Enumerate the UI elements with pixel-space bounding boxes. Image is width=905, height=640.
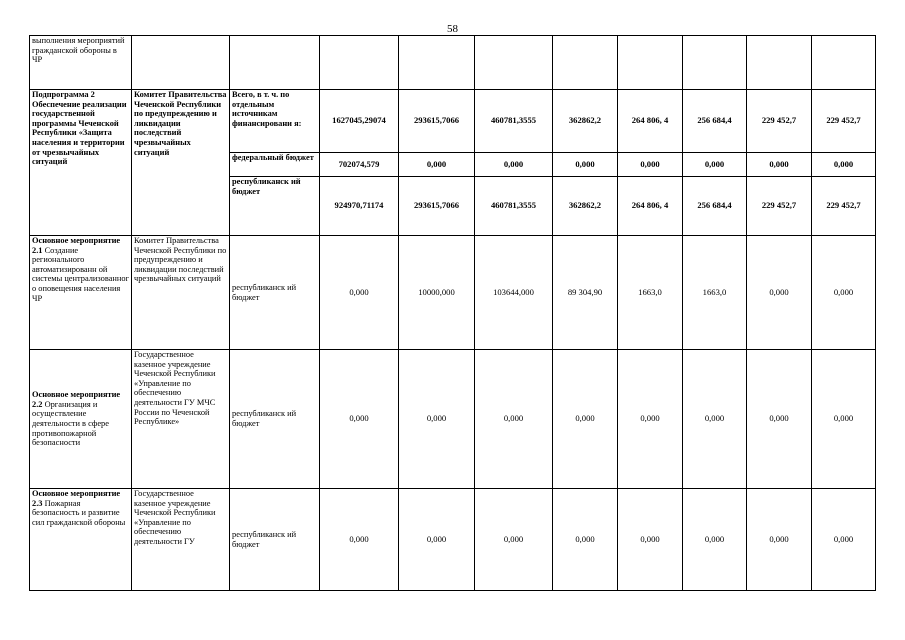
measure-title-rest: Создание регионального автоматизированн ой системы централизованног о оповещения населения ЧР <box>32 245 129 303</box>
table-row-measure-2-1 <box>30 236 876 350</box>
value-cell: 0,000 <box>399 153 475 177</box>
source-cell: республиканск ий бюджет <box>230 177 320 236</box>
value-cell: 256 684,4 <box>683 90 747 153</box>
measure-title-bold: Основное мероприятие 2.1 <box>32 236 121 255</box>
value-cell: 0,000 <box>618 153 683 177</box>
value-cell: 0,000 <box>812 350 876 489</box>
value-cell: 0,000 <box>683 153 747 177</box>
value-cell: 460781,3555 <box>475 177 553 236</box>
measure-executor: Государственное казенное учреждение Чеченской Республики «Управление по обеспечению деятельности ГУ МЧС России по Чеченской Республике» <box>132 350 230 489</box>
value-cell: 0,000 <box>747 153 812 177</box>
value-cell: 924970,71174 <box>320 177 399 236</box>
value-cell: 10000,000 <box>399 236 475 350</box>
table-row-subprogram-total <box>30 90 876 153</box>
measure-title-rest: Пожарная безопасность и развитие сил гражданской обороны <box>32 498 126 527</box>
table-row-measure-2-3 <box>30 489 876 591</box>
value-cell: 0,000 <box>812 489 876 591</box>
value-cell: 0,000 <box>320 489 399 591</box>
value-cell: 0,000 <box>399 489 475 591</box>
value-cell: 229 452,7 <box>812 90 876 153</box>
value-cell: 362862,2 <box>553 90 618 153</box>
value-cell: 0,000 <box>399 350 475 489</box>
value-cell: 0,000 <box>320 236 399 350</box>
value-cell: 1663,0 <box>618 236 683 350</box>
value-cell: 702074,579 <box>320 153 399 177</box>
continuation-title-cell: выполнения мероприятий гражданской обороны в ЧР <box>30 36 132 90</box>
value-cell: 0,000 <box>812 236 876 350</box>
value-cell: 0,000 <box>475 350 553 489</box>
value-cell: 229 452,7 <box>747 90 812 153</box>
value-cell: 0,000 <box>683 350 747 489</box>
value-cell: 0,000 <box>747 350 812 489</box>
measure-title-bold: Основное мероприятие 2.2 <box>32 390 121 409</box>
value-cell: 0,000 <box>553 350 618 489</box>
value-cell: 264 806, 4 <box>618 90 683 153</box>
value-cell: 89 304,90 <box>553 236 618 350</box>
measure-title-bold: Основное мероприятие 2.3 <box>32 489 121 508</box>
table-row-continuation <box>30 36 876 90</box>
value-cell: 0,000 <box>475 153 553 177</box>
value-cell: 1663,0 <box>683 236 747 350</box>
value-cell: 0,000 <box>747 489 812 591</box>
value-cell: 229 452,7 <box>747 177 812 236</box>
measure-title-rest: Организация и осуществление деятельности в сфере противопожарной безопасности <box>32 399 109 448</box>
value-cell: 460781,3555 <box>475 90 553 153</box>
value-cell: 362862,2 <box>553 177 618 236</box>
table-row-measure-2-2 <box>30 350 876 489</box>
value-cell: 1627045,29074 <box>320 90 399 153</box>
measure-title <box>30 350 132 489</box>
value-cell: 0,000 <box>747 236 812 350</box>
financing-table <box>29 35 876 591</box>
value-cell: 0,000 <box>553 153 618 177</box>
value-cell: 0,000 <box>475 489 553 591</box>
value-cell: 0,000 <box>320 350 399 489</box>
value-cell: 0,000 <box>683 489 747 591</box>
value-cell: 0,000 <box>812 153 876 177</box>
value-cell: 293615,7066 <box>399 90 475 153</box>
source-cell: республиканск ий бюджет <box>230 350 320 489</box>
value-cell: 229 452,7 <box>812 177 876 236</box>
subprogram-executor: Комитет Правительства Чеченской Республики по предупреждению и ликвидации последствий чрезвычайных ситуаций <box>132 90 230 236</box>
measure-title <box>30 489 132 591</box>
source-cell: республиканск ий бюджет <box>230 236 320 350</box>
measure-executor: Комитет Правительства Чеченской Республики по предупреждению и ликвидации последствий чрезвычайных ситуаций <box>132 236 230 350</box>
page-number: 58 <box>447 23 458 35</box>
value-cell: 103644,000 <box>475 236 553 350</box>
value-cell: 293615,7066 <box>399 177 475 236</box>
measure-title <box>30 236 132 350</box>
source-cell: Всего, в т. ч. по отдельным источникам финансировани я: <box>230 90 320 153</box>
value-cell: 264 806, 4 <box>618 177 683 236</box>
source-cell: республиканск ий бюджет <box>230 489 320 591</box>
measure-executor: Государственное казенное учреждение Чеченской Республики «Управление по обеспечению деятельности ГУ <box>132 489 230 591</box>
value-cell: 0,000 <box>618 350 683 489</box>
value-cell: 256 684,4 <box>683 177 747 236</box>
value-cell: 0,000 <box>618 489 683 591</box>
source-cell: федеральный бюджет <box>230 153 320 177</box>
value-cell: 0,000 <box>553 489 618 591</box>
subprogram-title: Подпрограмма 2 Обеспечение реализации государственной программы Чеченской Республики «Защита населения и территории от чрезвычайных ситуаций <box>30 90 132 236</box>
